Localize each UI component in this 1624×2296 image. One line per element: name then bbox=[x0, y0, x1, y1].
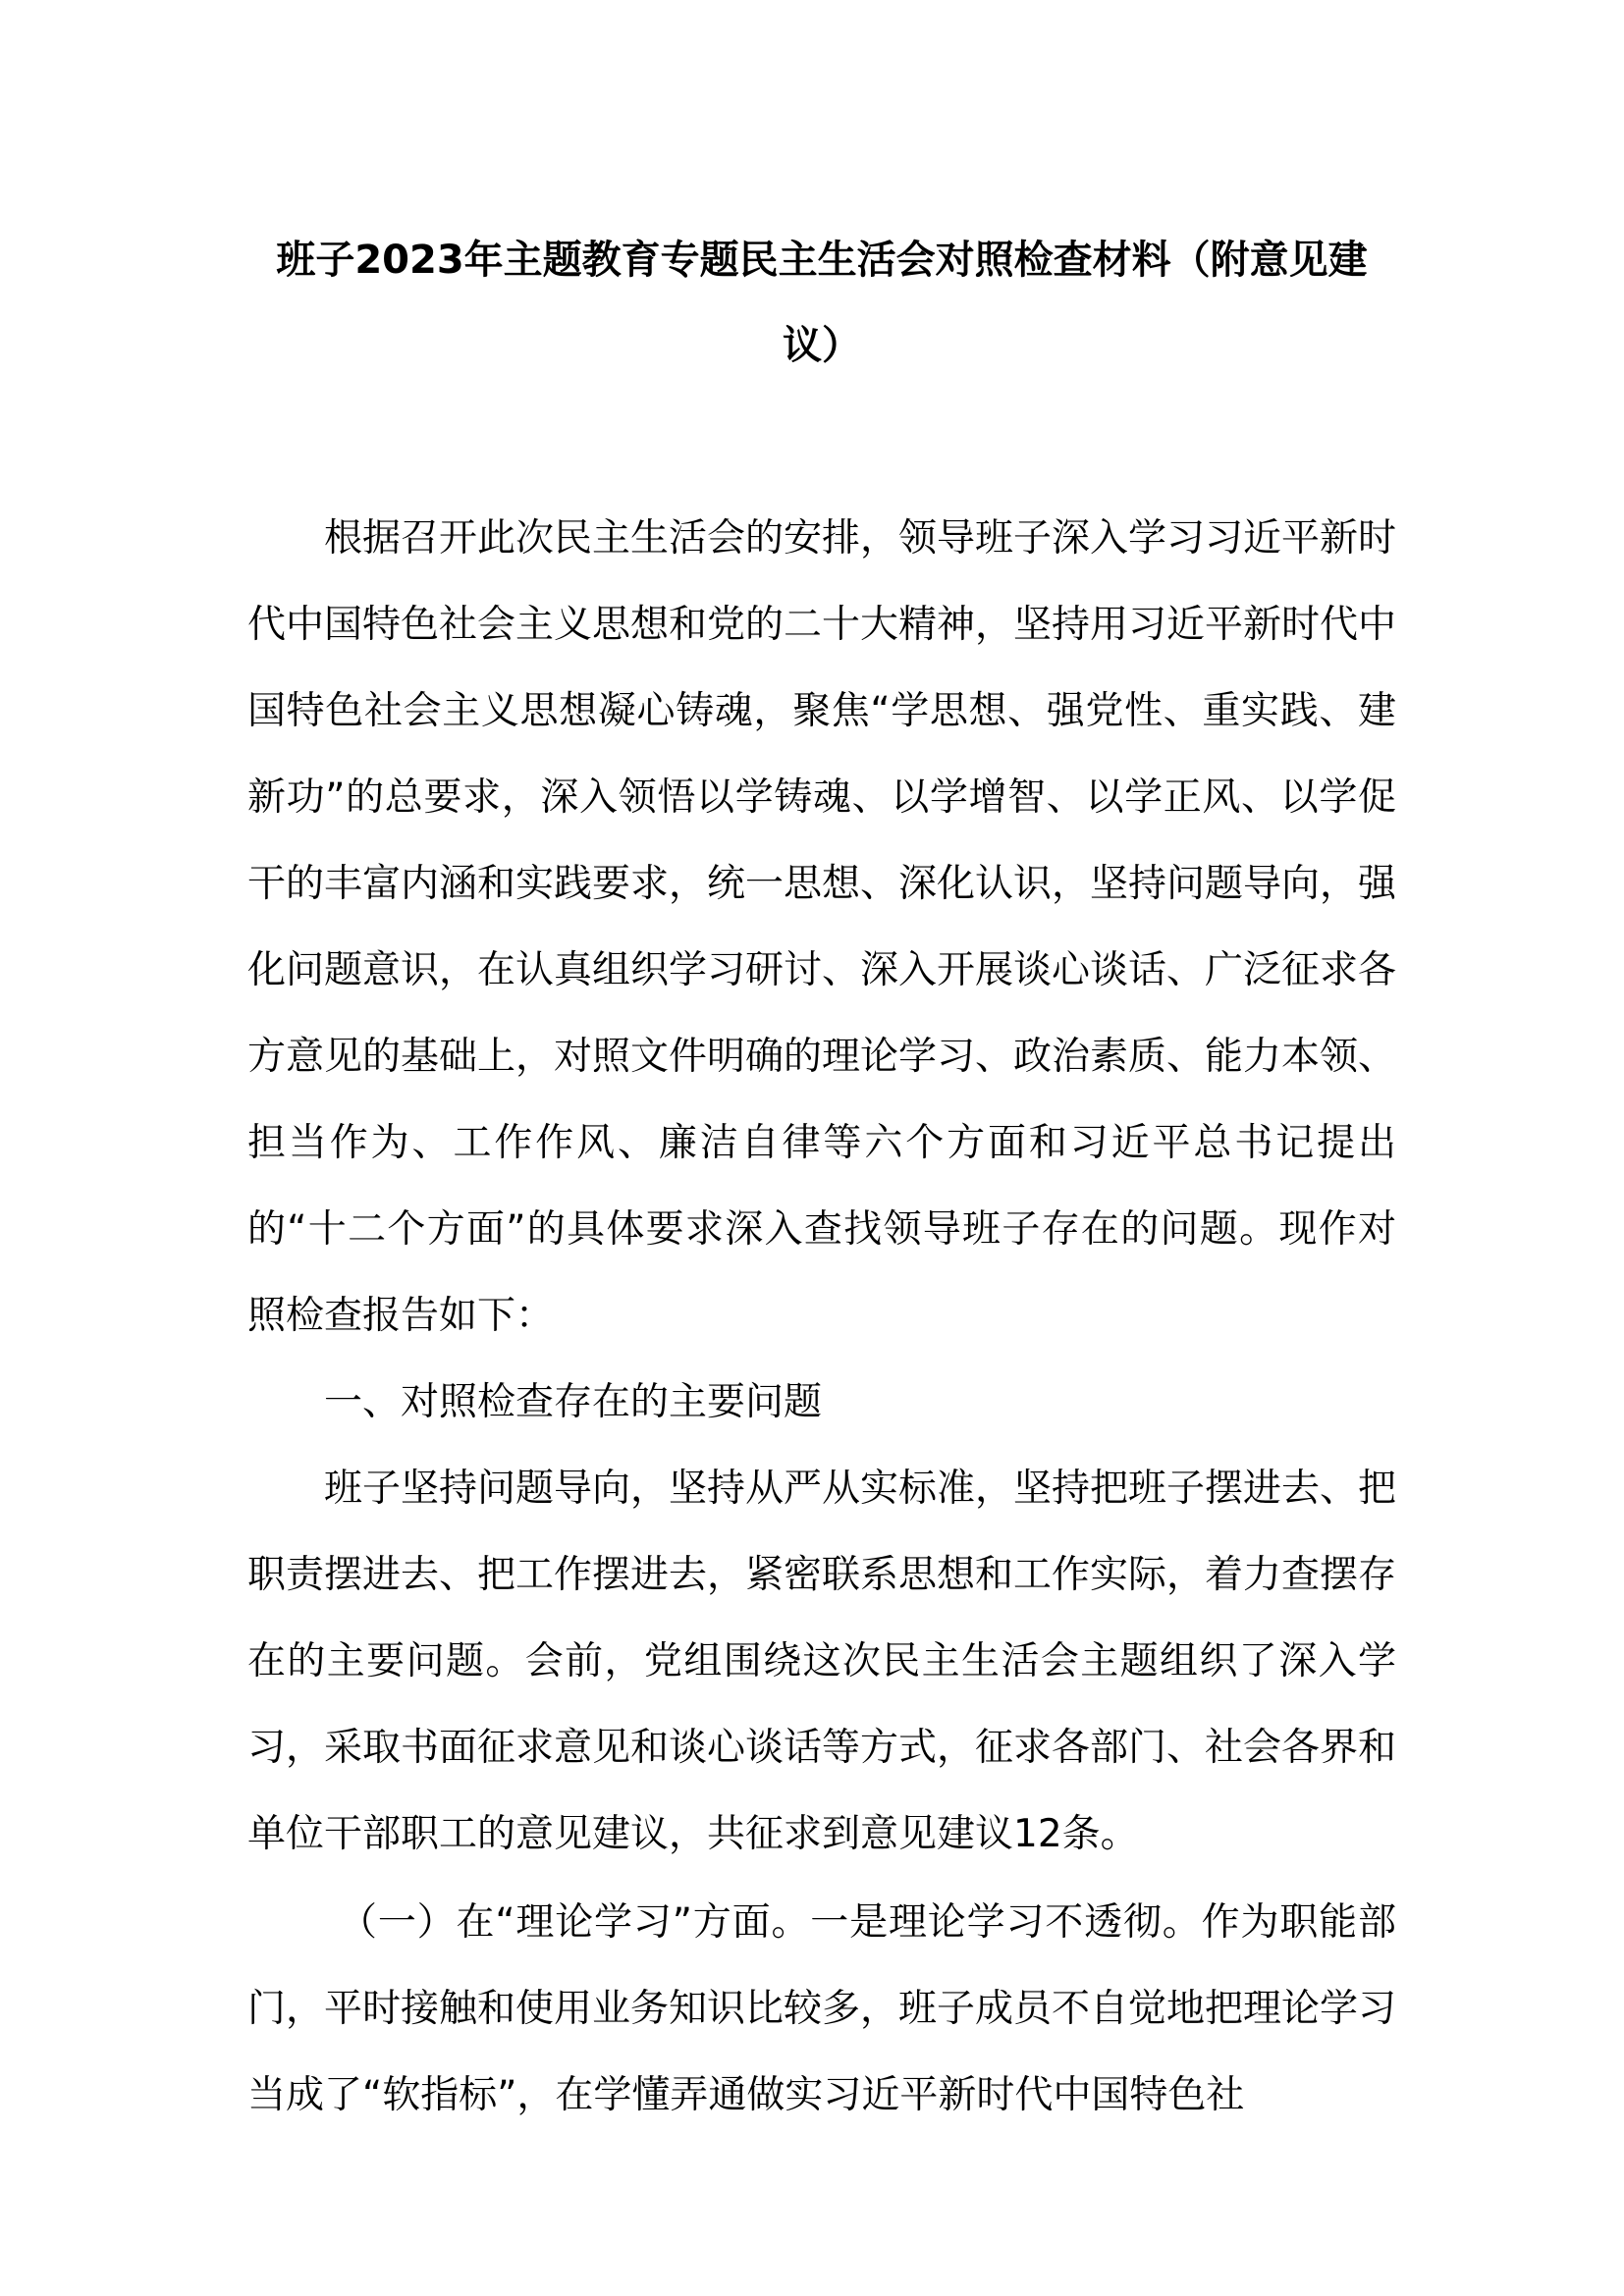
intro-paragraph: 根据召开此次民主生活会的安排，领导班子深入学习习近平新时代中国特色社会主义思想和党的二十大精神，坚持用习近平新时代中国特色社会主义思想凝心铸魂，聚焦“学思想、强党性、重实践、建新功”的总要求，深入领悟以学铸魂、以学增智、以学正风、以学促干的丰富内涵和实践要求，统一思想、深化认识，坚持问题导向，强化问题意识，在认真组织学习研讨、深入开展谈心谈话、广泛征求各方意见的基础上，对照文件明确的理论学习、政治素质、能力本领、担当作为、工作作风、廉洁自律等六个方面和习近平总书记提出的“十二个方面”的具体要求深入查找领导班子存在的问题。现作对照检查报告如下： bbox=[247, 516, 1397, 1338]
section-heading-1: 一、对照检查存在的主要问题 bbox=[324, 1380, 823, 1424]
subsection-paragraph-theory-study: （一）在“理论学习”方面。一是理论学习不透彻。作为职能部门，平时接触和使用业务知识比较多，班子成员不自觉地把理论学习当成了“软指标”，在学懂弄通做实习近平新时代中国特色社 bbox=[247, 1900, 1397, 2117]
document-title-line-2: 议） bbox=[783, 323, 861, 368]
document-title-line-1: 班子2023年主题教育专题民主生活会对照检查材料（附意见建 bbox=[276, 238, 1368, 283]
document-body bbox=[247, 496, 1396, 2139]
section-paragraph: 班子坚持问题导向，坚持从严从实标准，坚持把班子摆进去、把职责摆进去、把工作摆进去，紧密联系思想和工作实际，着力查摆存在的主要问题。会前，党组围绕这次民主生活会主题组织了深入学习，采取书面征求意见和谈心谈话等方式，征求各部门、社会各界和单位干部职工的意见建议，共征求到意见建议12条。 bbox=[247, 1467, 1397, 1856]
